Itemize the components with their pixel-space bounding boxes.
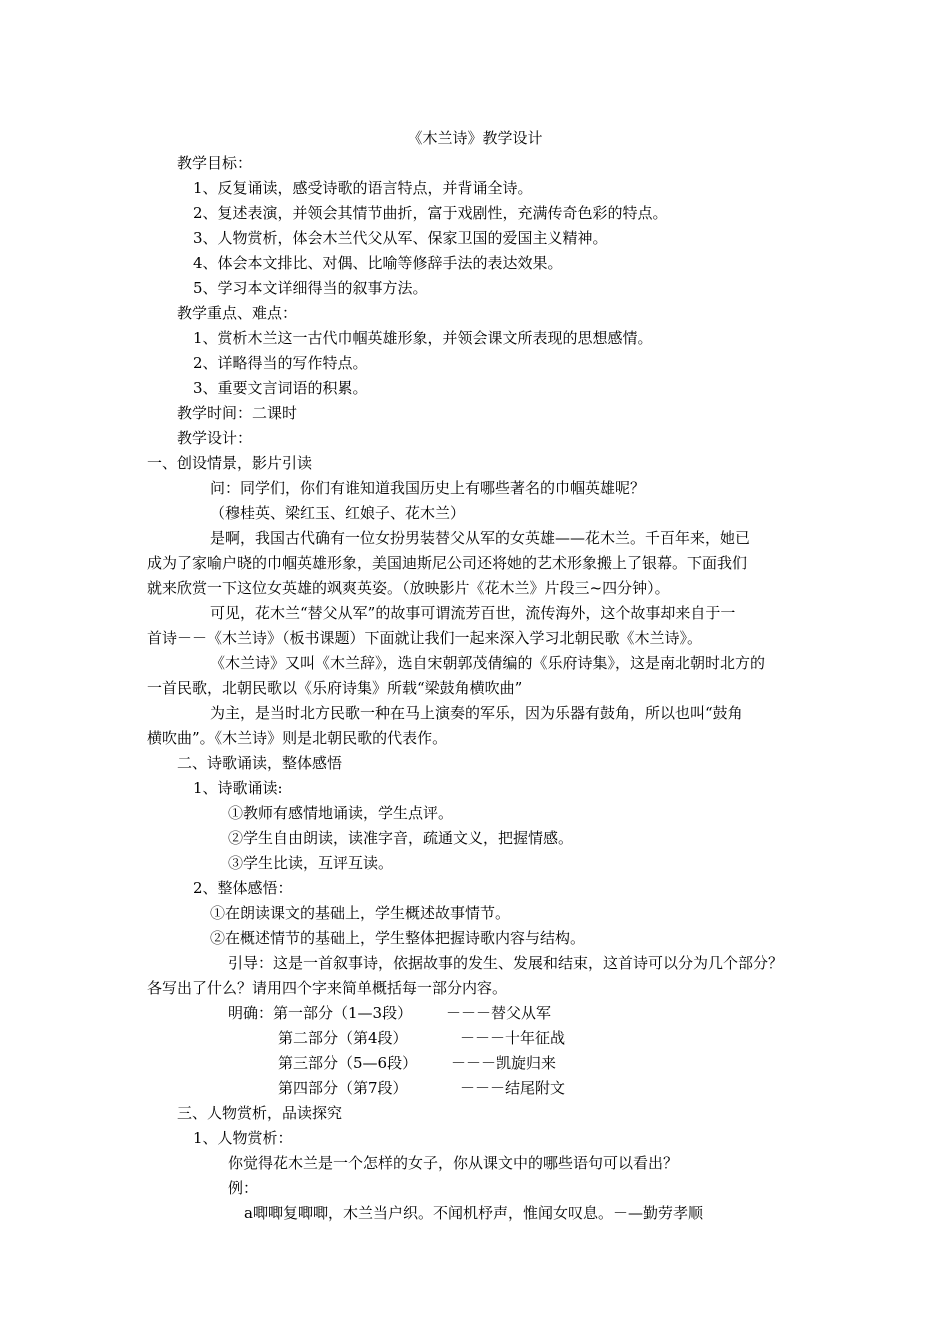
keypoint-item: 1、赏析木兰这一古代巾帼英雄形象，并领会课文所表现的思想感情。 xyxy=(193,329,653,347)
part-name: 第一部分（1—3段） xyxy=(273,1004,413,1022)
objective-item: 1、反复诵读，感受诗歌的语言特点，并背诵全诗。 xyxy=(193,179,533,197)
objectives-heading: 教学目标： xyxy=(177,154,253,172)
section-3-example-a: a唧唧复唧唧，木兰当户织。不闻机杼声，惟闻女叹息。－—勤劳孝顺 xyxy=(244,1204,703,1222)
doc-title: 《木兰诗》教学设计 xyxy=(407,129,543,147)
objective-item: 5、学习本文详细得当的叙事方法。 xyxy=(193,279,428,297)
clarify-row xyxy=(278,1076,565,1100)
objective-item: 4、体会本文排比、对偶、比喻等修辞手法的表达效果。 xyxy=(193,254,563,272)
clarify-label: 明确： xyxy=(228,1004,274,1022)
reading-item: ②学生自由朗读，读准字音，疏通文义，把握情感。 xyxy=(228,829,574,847)
paragraph-line: 一首民歌，北朝民歌以《乐府诗集》所载“梁鼓角横吹曲” xyxy=(147,679,523,697)
paragraph-line: 为主，是当时北方民歌一种在马上演奏的军乐，因为乐器有鼓角，所以也叫“鼓角 xyxy=(210,704,743,722)
paragraph-line: 《木兰诗》又叫《木兰辞》，选自宋朝郭茂倩编的《乐府诗集》，这是南北朝时北方的 xyxy=(210,654,766,672)
section-1-question: 问：同学们，你们有谁知道我国历史上有哪些著名的巾帼英雄呢？ xyxy=(210,479,646,497)
guide-line: 各写出了什么？请用四个字来简单概括每一部分内容。 xyxy=(147,979,508,997)
part-name: 第二部分（第4段） xyxy=(278,1029,408,1047)
clarify-row xyxy=(278,1026,565,1050)
paragraph-line: 横吹曲”。《木兰诗》则是北朝民歌的代表作。 xyxy=(147,729,448,747)
perception-item: ①在朗读课文的基础上，学生概述故事情节。 xyxy=(210,904,511,922)
section-2-heading: 二、诗歌诵读，整体感悟 xyxy=(177,754,343,772)
section-3-question: 你觉得花木兰是一个怎样的女子，你从课文中的哪些语句可以看出？ xyxy=(228,1154,679,1172)
keypoint-item: 2、详略得当的写作特点。 xyxy=(193,354,368,372)
clarify-row xyxy=(278,1051,556,1075)
objective-item: 3、人物赏析，体会木兰代父从军、保家卫国的爱国主义精神。 xyxy=(193,229,608,247)
reading-item: ①教师有感情地诵读，学生点评。 xyxy=(228,804,454,822)
paragraph-line: 成为了家喻户晓的巾帼英雄形象，美国迪斯尼公司还将她的艺术形象搬上了银幕。下面我们 xyxy=(147,554,748,572)
part-content: －－－替父从军 xyxy=(446,1004,552,1022)
section-3-sub1: 1、人物赏析： xyxy=(193,1129,293,1147)
design-heading: 教学设计： xyxy=(177,429,253,447)
part-name: 第三部分（5—6段） xyxy=(278,1054,418,1072)
section-3-heading: 三、人物赏析，品读探究 xyxy=(177,1104,343,1122)
part-name: 第四部分（第7段） xyxy=(278,1079,408,1097)
section-1-answer: （穆桂英、梁红玉、红娘子、花木兰） xyxy=(210,504,466,522)
teaching-time: 教学时间：二课时 xyxy=(177,404,298,422)
part-content: －－－十年征战 xyxy=(460,1029,566,1047)
keypoint-item: 3、重要文言词语的积累。 xyxy=(193,379,368,397)
guide-line: 引导：这是一首叙事诗，依据故事的发生、发展和结束，这首诗可以分为几个部分？ xyxy=(228,954,784,972)
perception-item: ②在概述情节的基础上，学生整体把握诗歌内容与结构。 xyxy=(210,929,586,947)
reading-item: ③学生比读，互评互读。 xyxy=(228,854,394,872)
section-2-sub1: 1、诗歌诵读: xyxy=(193,779,283,797)
keypoints-heading: 教学重点、难点： xyxy=(177,304,298,322)
paragraph-line: 可见，花木兰“替父从军”的故事可谓流芳百世，流传海外，这个故事却来自于一 xyxy=(210,604,736,622)
paragraph-line: 首诗－－《木兰诗》（板书课题）下面就让我们一起来深入学习北朝民歌《木兰诗》。 xyxy=(147,629,703,647)
paragraph-line: 就来欣赏一下这位女英雄的飒爽英姿。（放映影片《花木兰》片段三~四分钟）。 xyxy=(147,579,670,597)
section-1-heading: 一、创设情景，影片引读 xyxy=(147,454,313,472)
section-2-sub2: 2、整体感悟： xyxy=(193,879,293,897)
paragraph-line: 是啊，我国古代确有一位女扮男装替父从军的女英雄——花木兰。千百年来，她已 xyxy=(210,529,751,547)
part-content: －－－结尾附文 xyxy=(460,1079,566,1097)
section-3-example-label: 例： xyxy=(228,1179,259,1197)
clarify-row xyxy=(228,1001,551,1025)
part-content: －－－凯旋归来 xyxy=(451,1054,557,1072)
objective-item: 2、复述表演，并领会其情节曲折，富于戏剧性，充满传奇色彩的特点。 xyxy=(193,204,668,222)
